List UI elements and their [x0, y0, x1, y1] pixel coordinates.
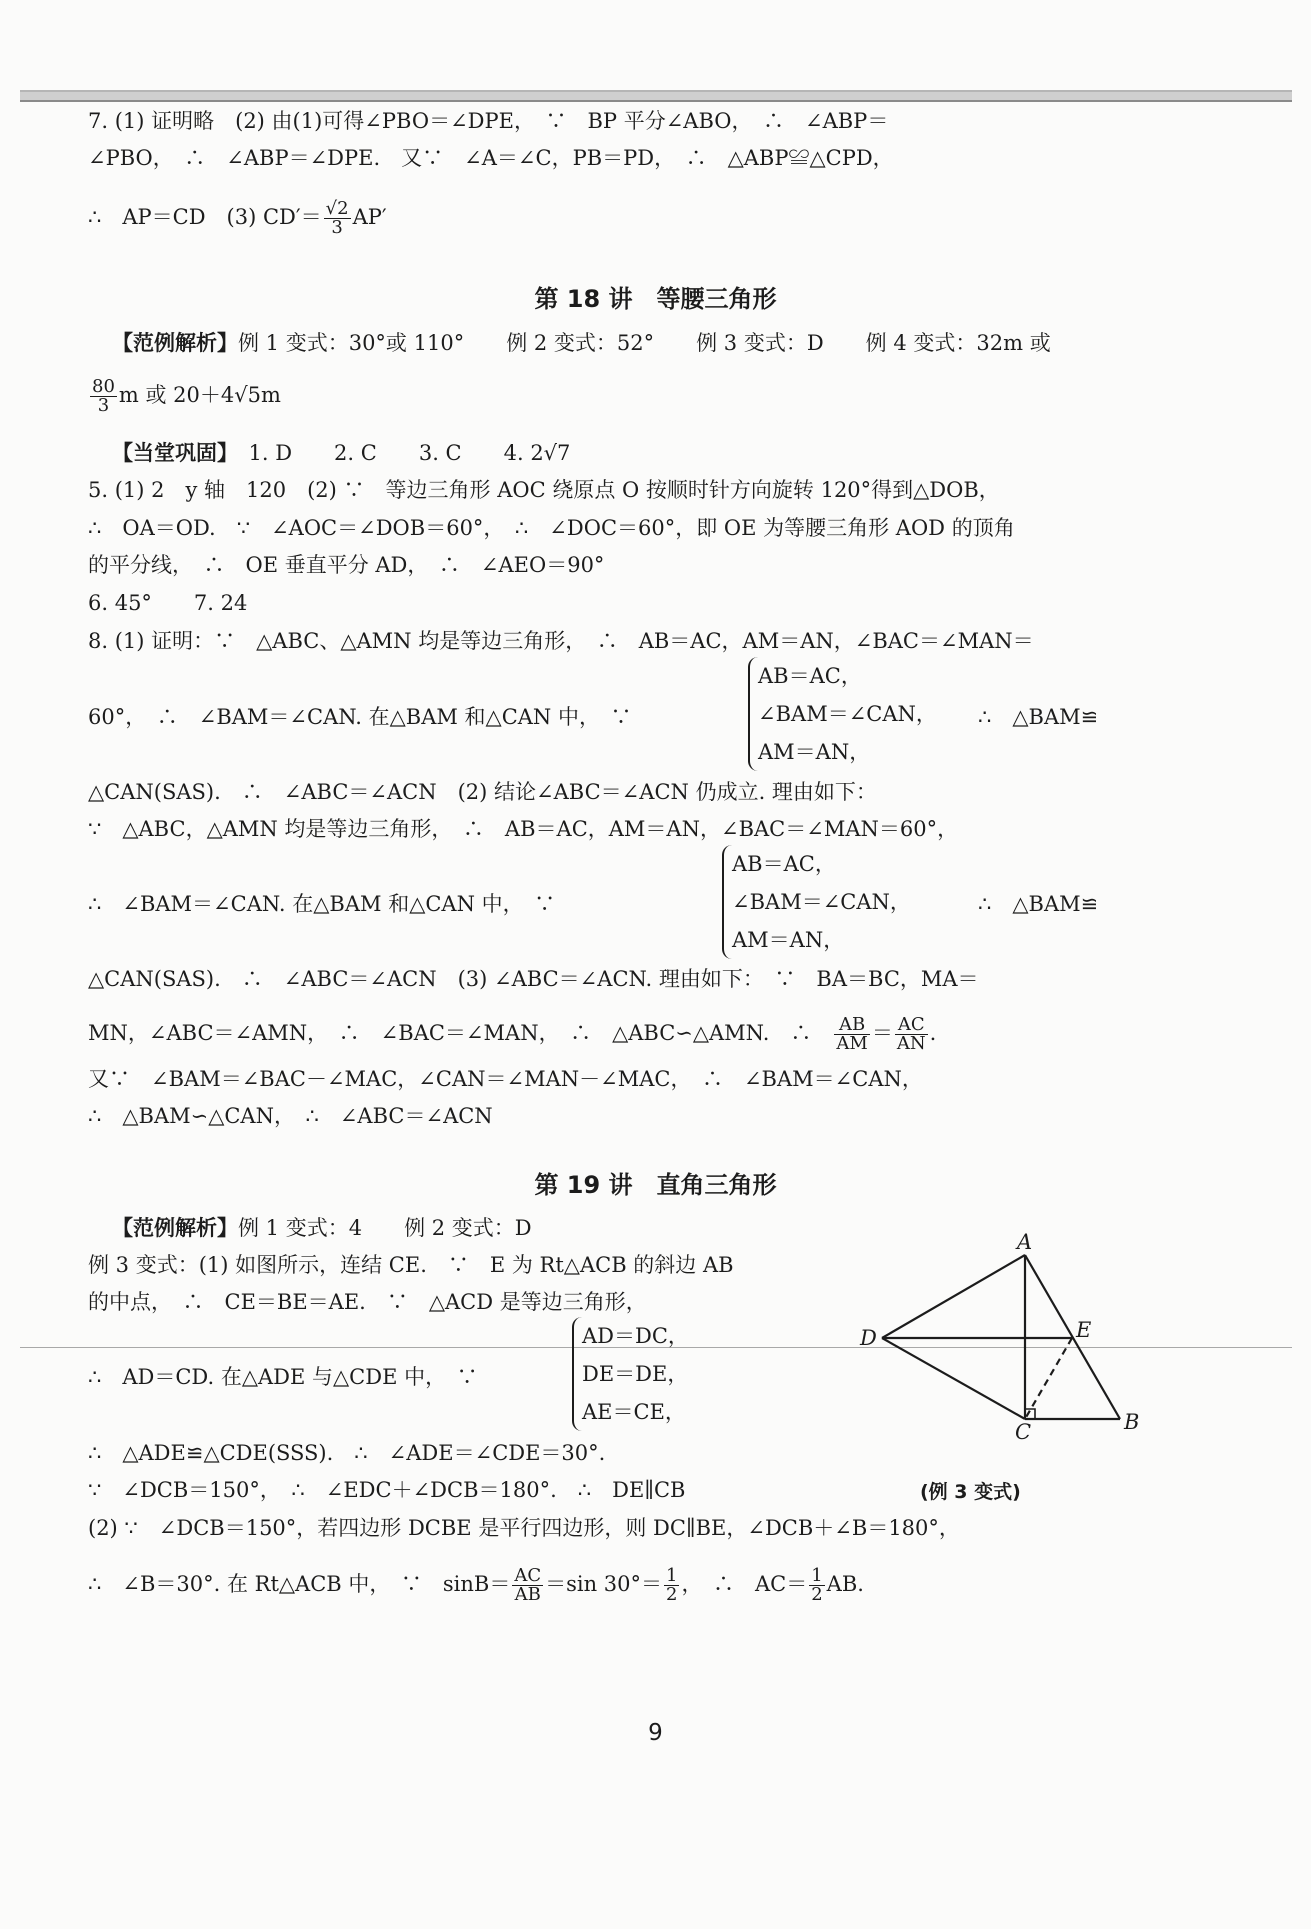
- right-angle-mark: [1025, 1409, 1035, 1419]
- q8-line-7: MN，∠ABC＝∠AMN， ∴ ∠BAC＝∠MAN， ∴ △ABC∽△AMN. ∴ $\frac{AB}{AM}$ ＝ $\frac{AC}{AN}$ .: [88, 1014, 937, 1054]
- section-19-title: 第 19 讲 直角三角形: [534, 1171, 777, 1199]
- q8-line-3: △CAN(SAS). ∴ ∠ABC＝∠ACN (2) 结论∠ABC＝∠ACN 仍成立. 理由如下：: [88, 780, 877, 804]
- p7-line-3: ∴ AP＝CD (3) CD′＝ $\frac{√2}{3}$ AP′: [88, 198, 387, 238]
- fraction: $\frac{80}{3}$: [92, 376, 115, 416]
- triangle-figure: [850, 1230, 1150, 1440]
- q8-line-5a: ∴ ∠BAM＝∠CAN. 在△BAM 和△CAN 中， ∵: [88, 892, 556, 916]
- e3-line-3a: ∴ AD＝CD. 在△ADE 与△CDE 中， ∵: [88, 1365, 478, 1389]
- q8-line-4: ∵ △ABC，△AMN 均是等边三角形， ∴ AB＝AC，AM＝AN，∠BAC＝∠MAN＝60°，: [88, 817, 959, 841]
- fanli-label: 【范例解析】: [112, 331, 238, 355]
- dangtang-label: 【当堂巩固】: [112, 441, 228, 465]
- fraction: $\frac{1}{2}$: [811, 1565, 823, 1605]
- system-brace-3: AD＝DC， DE＝DE， AE＝CE，: [572, 1317, 689, 1431]
- e3-line-2: 的中点， ∴ CE＝BE＝AE. ∵ △ACD 是等边三角形，: [88, 1290, 647, 1314]
- e3-line-5: ∵ ∠DCB＝150°， ∴ ∠EDC＋∠DCB＝180°. ∴ DE∥CB: [88, 1478, 686, 1502]
- e3-line-4: ∴ △ADE≌△CDE(SSS). ∴ ∠ADE＝∠CDE＝30°.: [88, 1441, 606, 1465]
- label-B: B: [1124, 1410, 1140, 1434]
- system-brace-2: AB＝AC， ∠BAM＝∠CAN， AM＝AN，: [722, 845, 911, 959]
- fraction: $\frac{AB}{AM}$: [836, 1014, 868, 1054]
- system-brace-1: AB＝AC， ∠BAM＝∠CAN， AM＝AN，: [748, 657, 937, 771]
- e3-line-7: ∴ ∠B＝30°. 在 Rt△ACB 中， ∵ sinB＝ $\frac{AC}{AB}$ ＝sin 30°＝ $\frac{1}{2}$ ， ∴ AC＝ $\frac{1}{2}$ AB.: [88, 1565, 864, 1605]
- fraction: $\frac{√2}{3}$: [325, 198, 349, 238]
- p7-line-1: 7. (1) 证明略 (2) 由(1)可得∠PBO＝∠DPE， ∵ BP 平分∠ABO， ∴ ∠ABP＝: [88, 109, 889, 133]
- label-D: D: [860, 1326, 877, 1350]
- sec18-dangtang-line: 【当堂巩固】 1. D 2. C 3. C 4. 2√7: [112, 441, 571, 465]
- label-A: A: [1017, 1230, 1033, 1254]
- segment-DC: [882, 1338, 1025, 1419]
- sec19-fanli-line: 【范例解析】例 1 变式：4 例 2 变式：D: [112, 1216, 532, 1240]
- q8-line-1: 8. (1) 证明：∵ △ABC、△AMN 均是等边三角形， ∴ AB＝AC，AM＝AN，∠BAC＝∠MAN＝: [88, 629, 1034, 653]
- fraction: $\frac{AC}{AN}$: [896, 1014, 926, 1054]
- q8-line-6: △CAN(SAS). ∴ ∠ABC＝∠ACN (3) ∠ABC＝∠ACN. 理由如下： ∵ BA＝BC，MA＝: [88, 967, 979, 991]
- figure-caption: (例 3 变式): [920, 1481, 1021, 1503]
- segment-AD: [882, 1255, 1025, 1338]
- section-18-title: 第 18 讲 等腰三角形: [534, 285, 777, 313]
- page-number: 9: [648, 1720, 663, 1746]
- fraction: $\frac{1}{2}$: [666, 1565, 678, 1605]
- label-E: E: [1076, 1318, 1092, 1342]
- fraction: $\frac{AC}{AB}$: [514, 1565, 542, 1605]
- sec18-fanli-line-2: $\frac{80}{3}$ m 或 20＋4√5m: [92, 376, 281, 416]
- q5-line-3: 的平分线， ∴ OE 垂直平分 AD， ∴ ∠AEO＝90°: [88, 553, 605, 577]
- q6-7-line: 6. 45° 7. 24: [88, 591, 248, 615]
- p7-line-2: ∠PBO， ∴ ∠ABP＝∠DPE. 又∵ ∠A＝∠C，PB＝PD， ∴ △ABP≌△CPD，: [88, 146, 894, 170]
- q5-line-1: 5. (1) 2 y 轴 120 (2) ∵ 等边三角形 AOC 绕原点 O 按顺时针方向旋转 120°得到△DOB，: [88, 478, 1000, 502]
- label-C: C: [1015, 1420, 1032, 1440]
- q8-line-2a: 60°， ∴ ∠BAM＝∠CAN. 在△BAM 和△CAN 中， ∵: [88, 705, 632, 729]
- segment-CE-dashed: [1025, 1338, 1072, 1419]
- e3-line-1: 例 3 变式：(1) 如图所示，连结 CE. ∵ E 为 Rt△ACB 的斜边 AB: [88, 1253, 734, 1277]
- q8-line-9: ∴ △BAM∽△CAN， ∴ ∠ABC＝∠ACN: [88, 1104, 493, 1128]
- q8-line-2b: ∴ △BAM≌: [978, 705, 1099, 729]
- q5-line-2: ∴ OA＝OD. ∵ ∠AOC＝∠DOB＝60°， ∴ ∠DOC＝60°，即 OE 为等腰三角形 AOD 的顶角: [88, 516, 1015, 540]
- q8-line-5b: ∴ △BAM≌: [978, 892, 1099, 916]
- fanli-label: 【范例解析】: [112, 1216, 238, 1240]
- top-rule: [20, 90, 1292, 102]
- sec18-fanli-line: 【范例解析】例 1 变式：30°或 110° 例 2 变式：52° 例 3 变式：D 例 4 变式：32m 或: [112, 331, 1051, 355]
- e3-line-6: (2) ∵ ∠DCB＝150°，若四边形 DCBE 是平行四边形，则 DC∥BE，∠DCB＋∠B＝180°，: [88, 1516, 960, 1540]
- q8-line-8: 又∵ ∠BAM＝∠BAC－∠MAC，∠CAN＝∠MAN－∠MAC， ∴ ∠BAM＝∠CAN，: [88, 1067, 923, 1091]
